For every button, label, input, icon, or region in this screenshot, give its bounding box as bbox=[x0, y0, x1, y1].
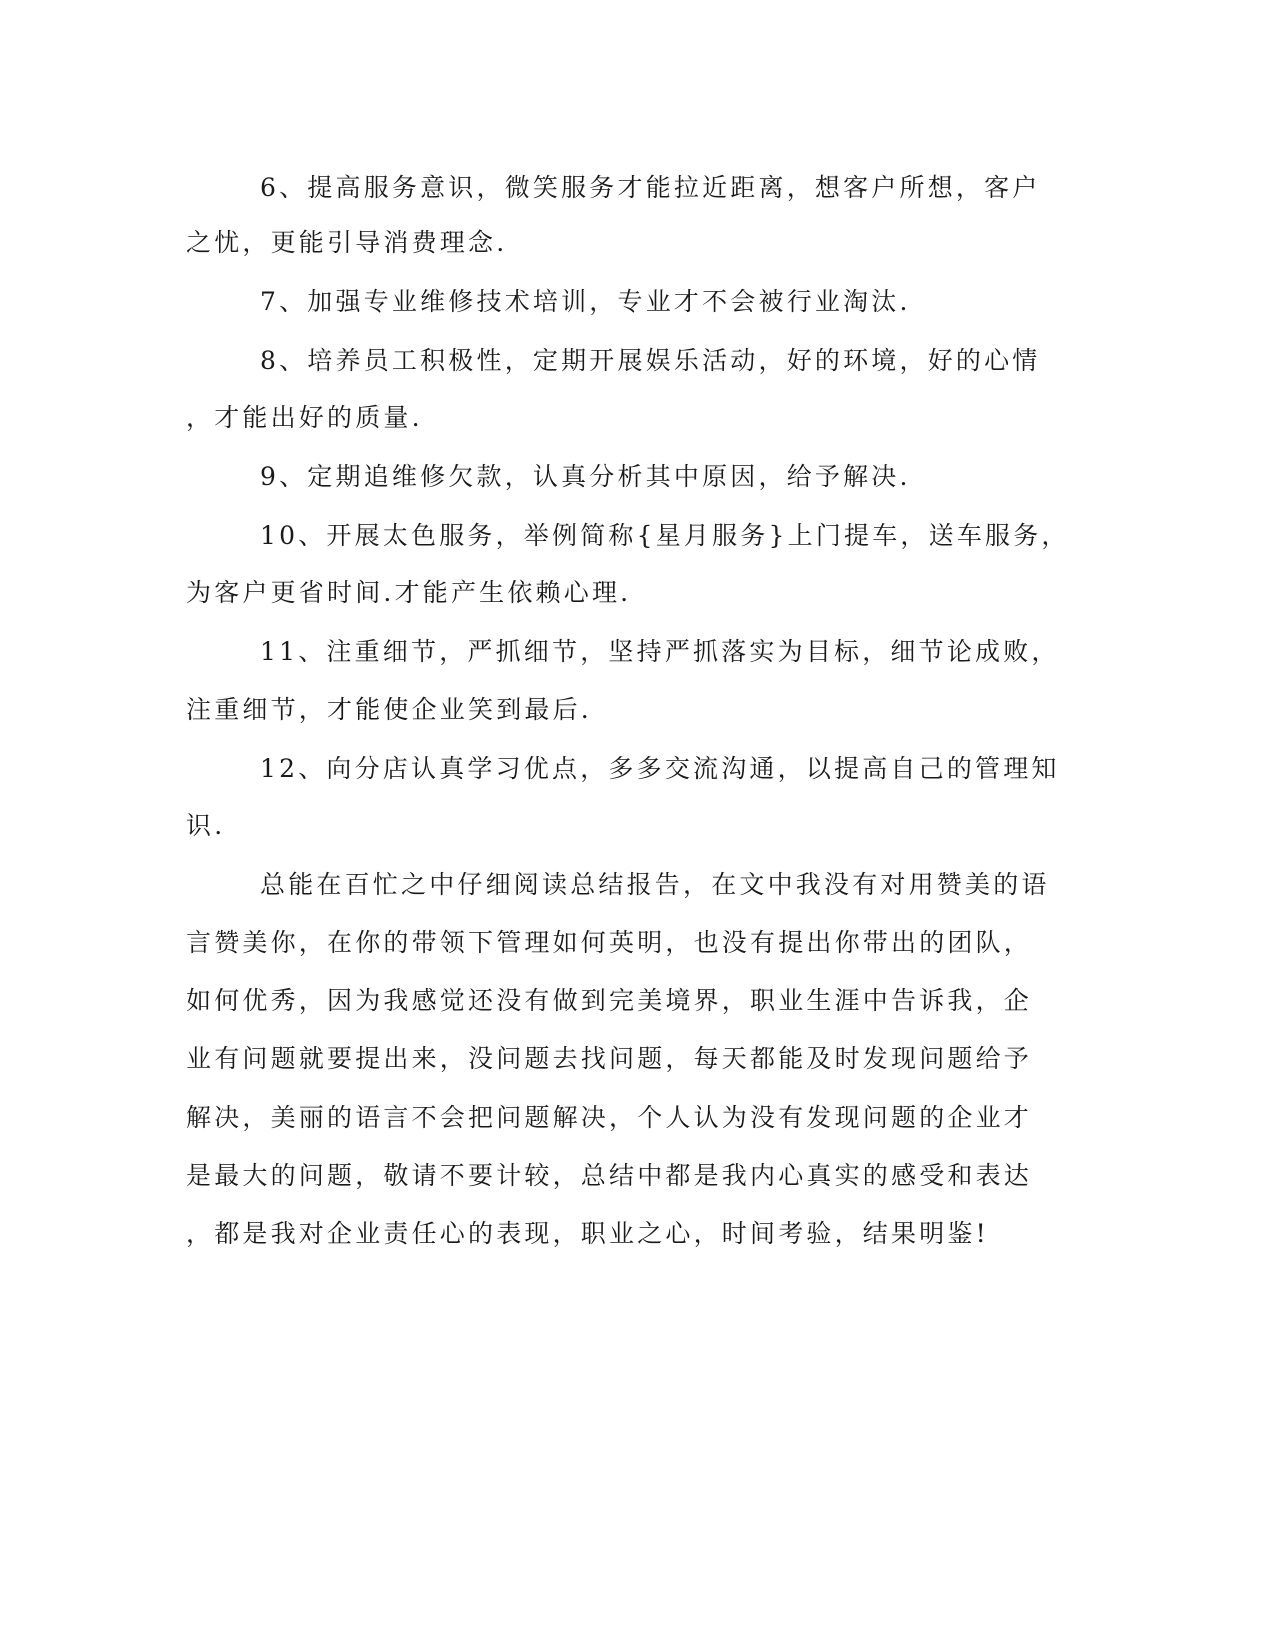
text-line-item-8-part-2: ，才能出好的质量. bbox=[186, 403, 423, 432]
text-line-item-10-part-1: 10、开展太色服务，举例简称{星月服务}上门提车，送车服务， bbox=[260, 521, 1070, 550]
text-line-item-6-part-2: 之忧，更能引导消费理念. bbox=[186, 228, 508, 257]
text-line-item-7: 7、加强专业维修技术培训，专业才不会被行业淘汰. bbox=[260, 287, 911, 316]
closing-paragraph-line-2: 言赞美你，在你的带领下管理如何英明，也没有提出你带出的团队， bbox=[186, 928, 1033, 957]
text-line-item-11-part-2: 注重细节，才能使企业笑到最后. bbox=[186, 695, 592, 724]
closing-paragraph-line-6: 是最大的问题，敬请不要计较，总结中都是我内心真实的感受和表达 bbox=[186, 1161, 1033, 1190]
closing-paragraph-line-1: 总能在百忙之中仔细阅读总结报告，在文中我没有对用赞美的语 bbox=[260, 870, 1050, 899]
text-line-item-6-part-1: 6、提高服务意识，微笑服务才能拉近距离，想客户所想，客户 bbox=[260, 173, 1041, 202]
closing-paragraph-line-7: ，都是我对企业责任心的表现，职业之心，时间考验，结果明鉴! bbox=[186, 1219, 989, 1248]
text-line-item-12-part-1: 12、向分店认真学习优点，多多交流沟通，以提高自己的管理知 bbox=[260, 754, 1060, 783]
text-line-item-10-part-2: 为客户更省时间.才能产生依赖心理. bbox=[186, 578, 632, 607]
closing-paragraph-line-5: 解决，美丽的语言不会把问题解决，个人认为没有发现问题的企业才 bbox=[186, 1103, 1033, 1132]
text-line-item-12-part-2: 识. bbox=[186, 811, 226, 840]
text-line-item-9: 9、定期追维修欠款，认真分析其中原因，给予解决. bbox=[260, 462, 911, 491]
closing-paragraph-line-3: 如何优秀，因为我感觉还没有做到完美境界，职业生涯中告诉我，企 bbox=[186, 986, 1033, 1015]
text-line-item-11-part-1: 11、注重细节，严抓细节，坚持严抓落实为目标，细节论成败， bbox=[260, 637, 1060, 666]
closing-paragraph-line-4: 业有问题就要提出来，没问题去找问题，每天都能及时发现问题给予 bbox=[186, 1044, 1033, 1073]
text-line-item-8-part-1: 8、培养员工积极性，定期开展娱乐活动，好的环境，好的心情 bbox=[260, 346, 1041, 375]
